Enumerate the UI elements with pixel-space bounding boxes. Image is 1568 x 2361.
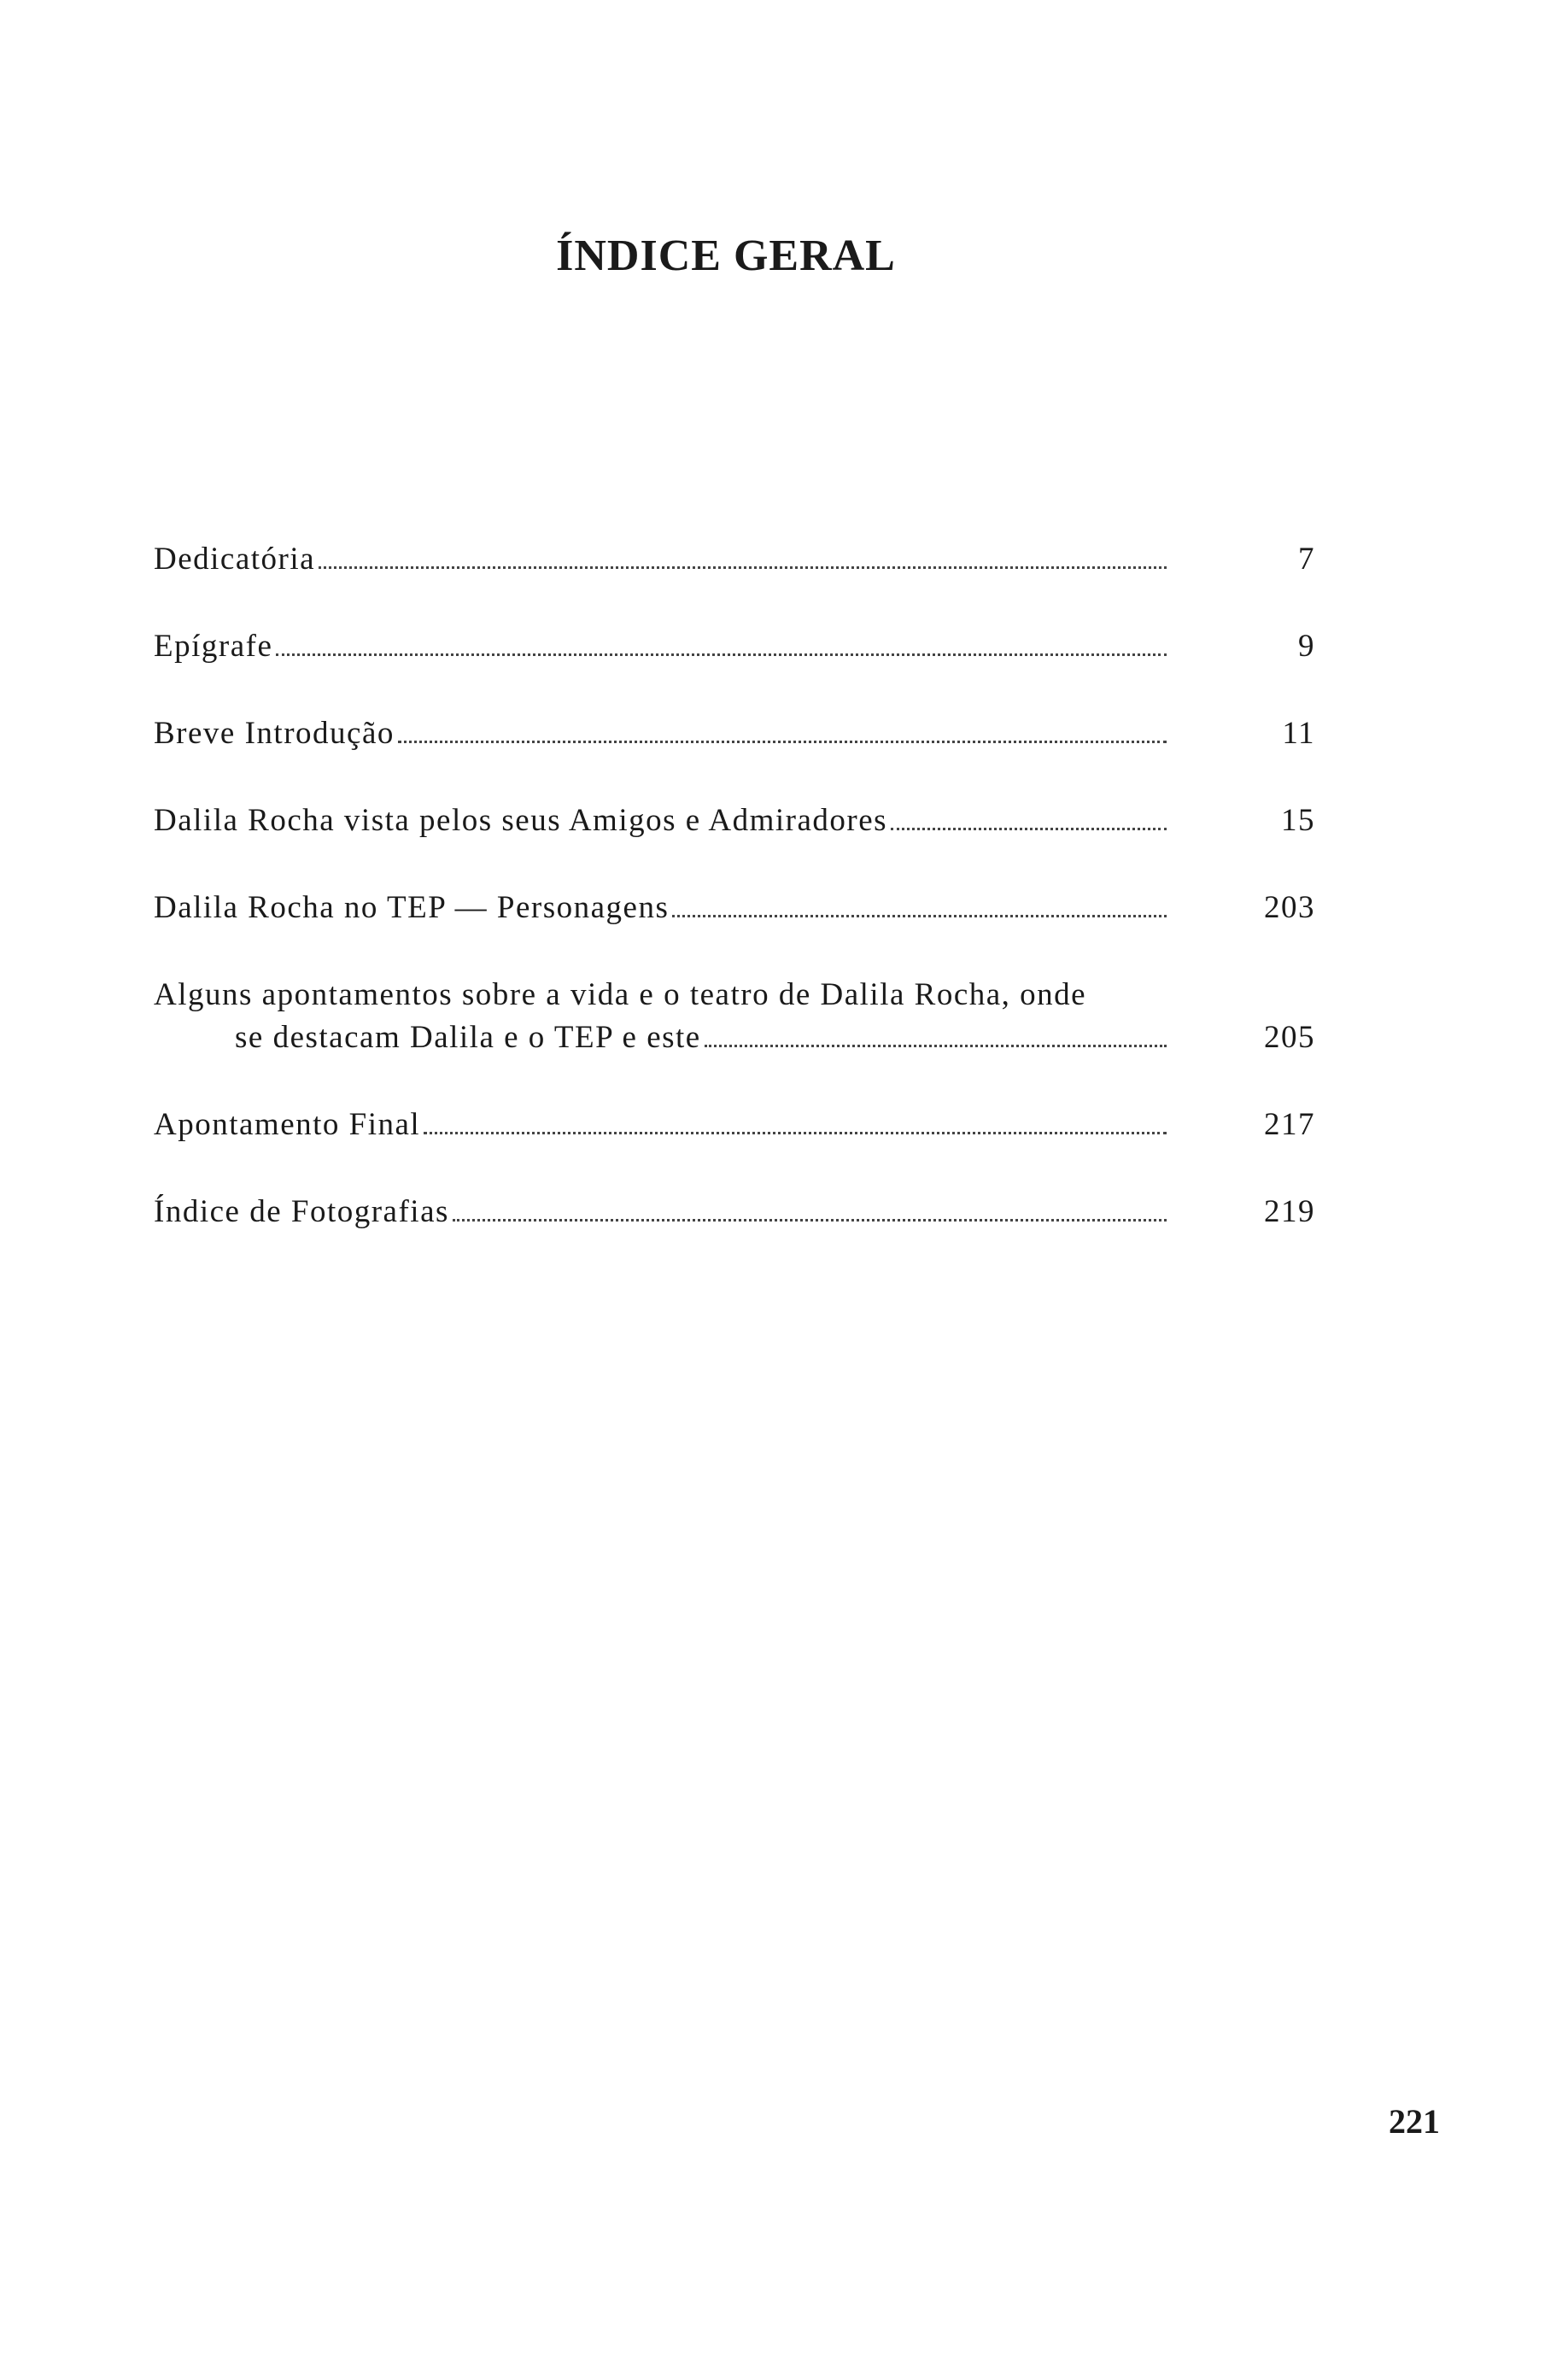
toc-entry-label: Epígrafe: [154, 629, 273, 664]
page-number: 221: [1389, 2102, 1440, 2141]
toc-entry-label-line1: Alguns apontamentos sobre a vida e o teatro de Dalila Rocha, onde: [154, 977, 1087, 1012]
toc-entry-label: Apontamento Final: [154, 1107, 421, 1142]
toc-entry-page: 11: [1282, 716, 1315, 751]
dot-leader: [705, 1045, 1167, 1047]
toc-entry-personagens[interactable]: [154, 887, 1315, 929]
toc-entry-page: 219: [1264, 1194, 1315, 1229]
toc-entry-label: Dedicatória: [154, 542, 316, 577]
toc-entry-epigrafe[interactable]: [154, 625, 1315, 668]
toc-entry-page: 9: [1298, 629, 1315, 664]
toc-entry-label-line2: se destacam Dalila e o TEP e este: [235, 1020, 701, 1055]
toc-entry-page: 217: [1264, 1107, 1315, 1142]
toc-entry-label: Dalila Rocha no TEP — Personagens: [154, 890, 670, 925]
toc-entry-dedicatoria[interactable]: [154, 538, 1315, 581]
toc-entry-label: Breve Introdução: [154, 716, 395, 751]
dot-leader: [424, 1132, 1167, 1134]
toc-entry-page: 15: [1281, 803, 1315, 838]
dot-leader: [453, 1219, 1167, 1222]
page-title: ÍNDICE GERAL: [556, 231, 896, 280]
toc-entry-apontamentos[interactable]: [154, 974, 1315, 1059]
toc-entry-breve-introducao[interactable]: [154, 712, 1315, 755]
toc-entry-amigos-admiradores[interactable]: [154, 800, 1315, 842]
dot-leader: [891, 828, 1167, 830]
dot-leader: [672, 915, 1167, 917]
toc-entry-label: Dalila Rocha vista pelos seus Amigos e Admiradores: [154, 803, 888, 838]
toc-entry-page: 7: [1298, 542, 1315, 577]
dot-leader: [319, 566, 1167, 569]
toc-entry-apontamento-final[interactable]: [154, 1104, 1315, 1146]
table-of-contents: [154, 538, 1315, 1278]
toc-entry-page: 205: [1264, 1020, 1315, 1055]
toc-entry-label: Índice de Fotografias: [154, 1194, 449, 1229]
dot-leader: [276, 653, 1167, 656]
dot-leader: [398, 741, 1167, 743]
toc-entry-page: 203: [1264, 890, 1315, 925]
toc-entry-indice-fotografias[interactable]: [154, 1191, 1315, 1233]
